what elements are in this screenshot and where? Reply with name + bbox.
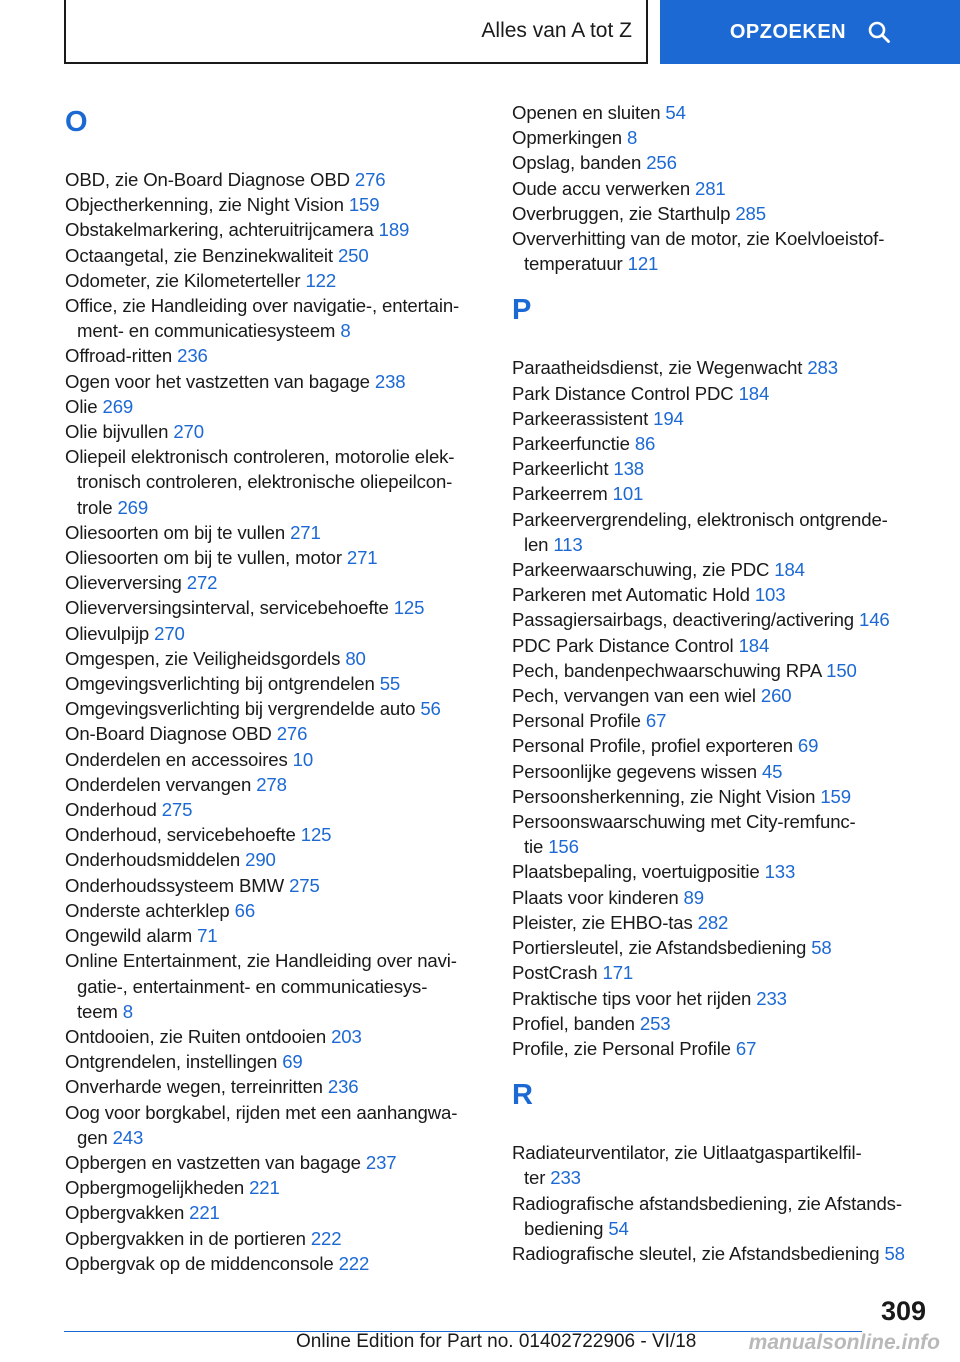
index-entry-text: Onderdelen en accessoires — [65, 748, 288, 770]
index-entry-text: Parkeerlicht — [512, 458, 609, 480]
index-entry — [65, 1074, 485, 1099]
page-link[interactable]: 281 — [695, 177, 726, 199]
page-link[interactable]: 156 — [548, 836, 579, 858]
index-entry-text: Ongewild alarm — [65, 925, 193, 947]
index-entry-text: trole — [77, 496, 113, 518]
index-entry — [65, 721, 485, 746]
index-entry-text: Oliesoorten om bij te vullen — [65, 521, 286, 543]
index-entry — [512, 456, 937, 481]
index-entry — [512, 607, 937, 632]
watermark: manualsonline.info — [748, 1331, 940, 1354]
index-entry — [512, 557, 937, 582]
footer-edition: Online Edition for Part no. 01402722906 - VI/18 — [296, 1331, 697, 1352]
page-link[interactable]: 125 — [300, 824, 332, 846]
page-link[interactable]: 113 — [553, 533, 583, 555]
page-link[interactable]: 233 — [756, 987, 787, 1009]
index-entry-text: Opbergvakken in de portieren — [65, 1227, 306, 1249]
index-entry-text: Online Entertainment, zie Handleiding over navi- — [65, 950, 457, 972]
index-entry-text: gen — [77, 1126, 108, 1148]
index-entry — [512, 784, 937, 809]
page-link[interactable]: 121 — [627, 253, 659, 275]
index-entry-text: Opslag, banden — [512, 152, 642, 174]
index-entry-text: Olie bijvullen — [65, 421, 169, 443]
index-entry — [512, 226, 937, 276]
index-entry — [65, 369, 485, 394]
tab-a-to-z[interactable] — [64, 0, 648, 64]
index-entry — [65, 419, 485, 444]
index-entry-text: teem — [77, 1000, 118, 1022]
index-entry-text: Radiateurventilator, zie Uitlaatgaspartikelfil- — [512, 1142, 862, 1164]
page-link[interactable]: 290 — [245, 849, 276, 871]
page-link[interactable]: 184 — [738, 634, 770, 656]
index-entry — [512, 960, 937, 985]
index-entry-text: OBD, zie On-Board Diagnose OBD — [65, 169, 350, 190]
page-link[interactable]: 222 — [310, 1227, 342, 1249]
index-entry-text: ter — [524, 1167, 546, 1189]
index-entry-text: Olievulpijp — [65, 622, 150, 644]
index-entry — [512, 859, 937, 884]
index-entry-text: Radiografische afstandsbediening, zie Afstands- — [512, 1192, 902, 1214]
page-link[interactable]: 58 — [884, 1242, 905, 1264]
index-entry — [65, 747, 485, 772]
page-link[interactable]: 45 — [761, 760, 783, 782]
tab-search[interactable] — [660, 0, 960, 64]
index-entry-text: Opbergmogelijkheden — [65, 1177, 245, 1199]
page-link[interactable]: 269 — [117, 496, 149, 518]
index-entry — [512, 708, 937, 733]
index-entry-text: Opbergen en vastzetten van bagage — [65, 1151, 361, 1173]
page-link[interactable]: 89 — [683, 886, 704, 908]
index-entry — [65, 1200, 485, 1225]
index-entry-text: Omgespen, zie Veiligheidsgordels — [65, 647, 341, 669]
index-entry — [512, 150, 937, 175]
index-entry-text: Plaatsbepaling, voertuigpositie — [512, 861, 760, 883]
index-entry — [65, 671, 485, 696]
page-link[interactable]: 282 — [697, 911, 729, 933]
index-entry — [65, 621, 485, 646]
index-entry — [512, 582, 937, 607]
index-entry-text: len — [524, 533, 549, 555]
index-entry — [65, 570, 485, 595]
page-link[interactable]: 221 — [249, 1177, 280, 1199]
page-link[interactable]: 55 — [379, 673, 401, 695]
index-entry-text: Profiel, banden — [512, 1012, 635, 1034]
index-entry — [512, 910, 937, 935]
index-entry-text: Plaats voor kinderen — [512, 886, 679, 908]
index-entry-text: Oververhitting van de motor, zie Koelvloeistof- — [512, 228, 885, 250]
page-link[interactable]: 8 — [627, 127, 638, 149]
index-entry — [65, 1150, 485, 1175]
page-link[interactable]: 283 — [807, 357, 838, 379]
top-navigation — [0, 0, 960, 68]
page-link[interactable]: 237 — [365, 1151, 397, 1173]
index-entry — [65, 268, 485, 293]
page-link[interactable]: 222 — [338, 1252, 370, 1274]
page-link[interactable]: 101 — [612, 483, 644, 505]
index-entry — [512, 935, 937, 960]
index-entry-text: Ontdooien, zie Ruiten ontdooien — [65, 1025, 327, 1047]
index-entry — [512, 683, 937, 708]
index-entry-text: Obstakelmarkering, achteruitrijcamera — [65, 219, 374, 241]
index-entry — [512, 658, 937, 683]
index-entry-text: PDC Park Distance Control — [512, 634, 734, 656]
page-link[interactable]: 278 — [256, 773, 287, 795]
page-link[interactable]: 69 — [282, 1051, 303, 1073]
index-entry — [512, 381, 937, 406]
index-entry-text: Pech, vervangen van een wiel — [512, 685, 756, 707]
page-link[interactable]: 271 — [346, 547, 378, 569]
index-entry — [65, 1024, 485, 1049]
index-entry-text: Paraatheidsdienst, zie Wegenwacht — [512, 357, 803, 379]
index-entry-text: Parkeerrem — [512, 483, 608, 505]
page-link[interactable]: 275 — [161, 799, 193, 821]
index-entry-text: Octaangetal, zie Benzinekwaliteit — [65, 244, 333, 266]
page-link[interactable]: 269 — [102, 395, 134, 417]
page-link[interactable]: 250 — [337, 244, 369, 266]
page-link[interactable]: 71 — [197, 925, 218, 947]
index-entry-text: Persoonswaarschuwing met City-remfunc- — [512, 811, 856, 833]
index-entry-text: Opbergvakken — [65, 1202, 185, 1224]
index-entry — [65, 646, 485, 671]
index-entry-text: Persoonlijke gegevens wissen — [512, 760, 757, 782]
tab-a-to-z-label: Alles van A tot Z — [481, 19, 632, 42]
page-link[interactable]: 8 — [122, 1000, 133, 1022]
page-link[interactable]: 159 — [348, 194, 380, 216]
index-entry-text: Passagiersairbags, deactivering/activering — [512, 609, 854, 631]
index-entry — [512, 1140, 937, 1190]
index-entry-text: Omgevingsverlichting bij vergrendelde auto — [65, 698, 416, 720]
page-link[interactable]: 69 — [797, 735, 819, 757]
index-entry — [65, 873, 485, 898]
index-entry-text: ment- en communicatiesysteem — [77, 320, 336, 342]
page-link[interactable]: 276 — [354, 169, 386, 190]
page-link[interactable]: 189 — [378, 219, 410, 241]
page-link[interactable]: 194 — [653, 407, 684, 429]
index-entry — [65, 847, 485, 872]
index-entry-text: Onderhoud — [65, 799, 157, 821]
index-entry — [512, 406, 937, 431]
index-entry — [65, 293, 485, 343]
index-entry — [65, 1100, 485, 1150]
index-entry — [65, 167, 485, 192]
index-entry-text: gatie-, entertainment- en communicatiesys- — [77, 975, 428, 997]
index-entry-text: Oliesoorten om bij te vullen, motor — [65, 547, 342, 569]
index-entry — [65, 797, 485, 822]
page-link[interactable]: 150 — [826, 659, 857, 681]
page-link[interactable]: 253 — [639, 1012, 671, 1034]
page-link[interactable]: 271 — [290, 521, 321, 543]
page-link[interactable]: 10 — [292, 748, 314, 770]
index-entry — [65, 243, 485, 268]
index-entry-text: Park Distance Control PDC — [512, 382, 734, 404]
index-entry-text: Omgevingsverlichting bij ontgrendelen — [65, 673, 375, 695]
page-link[interactable]: 203 — [331, 1025, 362, 1047]
index-entry — [512, 633, 937, 658]
page-link[interactable]: 276 — [276, 723, 308, 745]
index-entry — [512, 1011, 937, 1036]
index-entry-text: Openen en sluiten — [512, 102, 661, 123]
index-letter-heading: R — [512, 1079, 533, 1112]
index-entry-text: Ontgrendelen, instellingen — [65, 1051, 278, 1073]
index-entry-text: Onderste achterklep — [65, 899, 230, 921]
index-entry — [512, 201, 937, 226]
index-entry — [65, 1049, 485, 1074]
index-entry-text: Olieverversingsinterval, servicebehoefte — [65, 597, 389, 619]
page-link[interactable]: 133 — [764, 861, 796, 883]
page-link[interactable]: 8 — [340, 320, 351, 342]
index-entry — [65, 898, 485, 923]
index-entry-text: Parkeerfunctie — [512, 433, 630, 455]
page-link[interactable]: 275 — [289, 874, 320, 896]
search-icon — [868, 21, 890, 43]
index-entry-text: Oude accu verwerken — [512, 177, 691, 199]
index-entry-text: Persoonsherkenning, zie Night Vision — [512, 785, 816, 807]
index-entry-text: On-Board Diagnose OBD — [65, 723, 272, 745]
index-entry-text: Parkeren met Automatic Hold — [512, 584, 750, 606]
page-link[interactable]: 58 — [811, 937, 832, 959]
index-entry-text: Parkeerwaarschuwing, zie PDC — [512, 559, 770, 581]
index-entry — [65, 595, 485, 620]
page-link[interactable]: 233 — [550, 1167, 581, 1189]
index-entry — [512, 481, 937, 506]
page-link[interactable]: 236 — [177, 345, 208, 367]
index-entry — [512, 809, 937, 859]
tab-search-label: OPZOEKEN — [729, 20, 847, 43]
page-link[interactable]: 171 — [602, 962, 634, 984]
index-entry-text: Personal Profile — [512, 710, 641, 732]
page-link[interactable]: 103 — [754, 584, 786, 606]
page-link[interactable]: 272 — [186, 572, 218, 594]
page-link[interactable]: 256 — [646, 152, 677, 174]
page-link[interactable]: 67 — [645, 710, 667, 732]
index-entry-text: Olie — [65, 395, 98, 417]
index-column-left — [65, 100, 485, 1276]
page-link[interactable]: 54 — [608, 1217, 629, 1239]
index-entry-text: Oliepeil elektronisch controleren, motorolie elek- — [65, 446, 455, 468]
index-entry-text: Offroad-ritten — [65, 345, 173, 367]
index-entry-text: Onderhoudsmiddelen — [65, 849, 241, 871]
page-link[interactable]: 86 — [634, 433, 656, 455]
page-link[interactable]: 54 — [665, 102, 686, 123]
index-entry-text: Portiersleutel, zie Afstandsbediening — [512, 937, 807, 959]
index-entry-text: Office, zie Handleiding over navigatie-, entertain- — [65, 295, 460, 317]
page-link[interactable]: 80 — [345, 647, 366, 669]
page-link[interactable]: 66 — [234, 899, 256, 921]
index-entry-text: Profile, zie Personal Profile — [512, 1037, 731, 1059]
page-link[interactable]: 260 — [760, 685, 792, 707]
page-link[interactable]: 67 — [735, 1037, 757, 1059]
page-link[interactable]: 122 — [305, 269, 337, 291]
index-entry-text: Onderdelen vervangen — [65, 773, 252, 795]
index-entry-text: Onverharde wegen, terreinritten — [65, 1076, 323, 1098]
index-letter-heading: O — [65, 106, 88, 138]
page-link[interactable]: 159 — [820, 785, 851, 807]
page-link[interactable]: 236 — [327, 1076, 359, 1098]
index-entry-text: Onderhoudssysteem BMW — [65, 874, 285, 896]
index-entry-text: Pleister, zie EHBO-tas — [512, 911, 693, 933]
index-entry-text: Opbergvak op de middenconsole — [65, 1252, 334, 1274]
index-entry-text: Olieverversing — [65, 572, 182, 594]
index-entry — [65, 822, 485, 847]
page-link[interactable]: 243 — [112, 1126, 144, 1148]
index-entry — [65, 1251, 485, 1276]
index-entry-text: tie — [524, 836, 544, 858]
index-entry — [65, 192, 485, 217]
index-entry — [65, 1175, 485, 1200]
index-entry — [512, 355, 937, 380]
index-entry-text: tronisch controleren, elektronische oliepeilcon- — [77, 471, 453, 493]
page-link[interactable]: 146 — [859, 609, 890, 631]
index-entry — [512, 1036, 937, 1061]
index-entry-text: temperatuur — [524, 253, 623, 275]
page-number: 309 — [880, 1296, 926, 1326]
page-link[interactable]: 138 — [613, 458, 644, 480]
index-entry-text: PostCrash — [512, 962, 598, 984]
index-entry — [65, 923, 485, 948]
page-link[interactable]: 270 — [173, 421, 204, 443]
index-entry — [512, 1241, 937, 1266]
index-entry — [512, 759, 937, 784]
index-letter-heading: P — [512, 294, 532, 327]
page-link[interactable]: 285 — [735, 202, 766, 224]
index-entry — [512, 176, 937, 201]
index-entry — [512, 986, 937, 1011]
page-link[interactable]: 56 — [420, 698, 441, 720]
index-entry-text: Pech, bandenpechwaarschuwing RPA — [512, 659, 822, 681]
index-entry — [65, 772, 485, 797]
index-column-right — [512, 100, 937, 1266]
index-entry — [512, 507, 937, 557]
index-entry — [512, 100, 937, 125]
page-link[interactable]: 221 — [189, 1202, 220, 1224]
index-entry-text: Parkeervergrendeling, elektronisch ontgrende- — [512, 508, 888, 530]
index-entry — [65, 217, 485, 242]
index-entry-text: Overbruggen, zie Starthulp — [512, 202, 731, 224]
index-entry-text: Praktische tips voor het rijden — [512, 987, 752, 1009]
index-entry-text: Ogen voor het vastzetten van bagage — [65, 370, 370, 392]
index-entry — [65, 948, 485, 1024]
index-entry — [65, 520, 485, 545]
index-entry-text: Oog voor borgkabel, rijden met een aanhangwa- — [65, 1101, 458, 1123]
index-entry-text: bediening — [524, 1217, 604, 1239]
page-link[interactable]: 270 — [154, 622, 185, 644]
index-entry-text: Opmerkingen — [512, 127, 622, 149]
index-entry-text: Personal Profile, profiel exporteren — [512, 735, 793, 757]
page-link[interactable]: 184 — [774, 559, 805, 581]
index-entry — [512, 885, 937, 910]
index-entry — [65, 343, 485, 368]
index-entry — [65, 1226, 485, 1251]
index-entry — [512, 431, 937, 456]
index-entry-text: Odometer, zie Kilometerteller — [65, 269, 301, 291]
index-entry-text: Objectherkenning, zie Night Vision — [65, 194, 344, 216]
index-entry — [65, 696, 485, 721]
index-entry — [65, 545, 485, 570]
index-entry — [512, 1191, 937, 1241]
index-entry — [65, 444, 485, 520]
page-link[interactable]: 125 — [393, 597, 425, 619]
index-entry-text: Radiografische sleutel, zie Afstandsbediening — [512, 1242, 880, 1264]
index-entry — [512, 125, 937, 150]
page-link[interactable]: 184 — [738, 382, 770, 404]
page-link[interactable]: 238 — [374, 370, 406, 392]
index-entry-text: Onderhoud, servicebehoefte — [65, 824, 296, 846]
index-entry — [65, 394, 485, 419]
index-entry-text: Parkeerassistent — [512, 407, 649, 429]
index-entry — [512, 733, 937, 758]
